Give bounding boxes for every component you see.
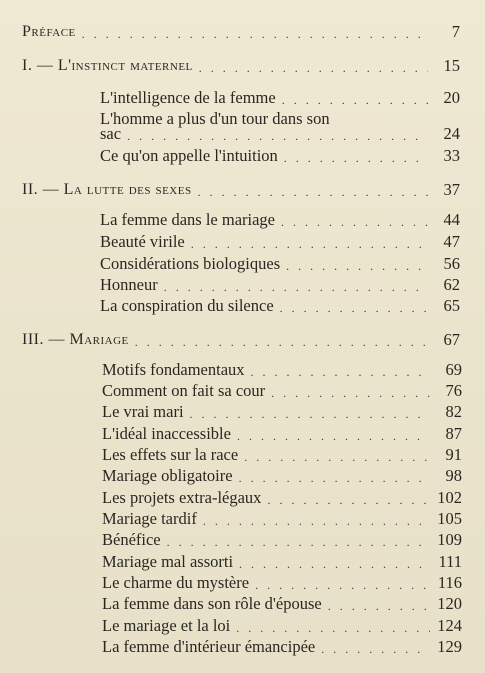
- toc-entry-label: Comment on fait sa cour: [102, 381, 266, 400]
- toc-preface: [22, 22, 460, 42]
- leader-dots: [239, 470, 430, 486]
- toc-entry-page: 102: [437, 488, 462, 507]
- leader-dots: [82, 26, 428, 42]
- toc-entry: [100, 232, 460, 252]
- toc-entry-label: Le vrai mari: [102, 402, 184, 421]
- toc-entry-label: La conspiration du silence: [100, 296, 274, 315]
- toc-entry-label: Considérations biologiques: [100, 254, 281, 273]
- toc-entry-label: Bénéfice: [102, 530, 161, 549]
- leader-dots: [255, 577, 430, 593]
- toc-entry-page: 124: [437, 616, 462, 635]
- leader-dots: [251, 364, 430, 380]
- leader-dots: [203, 513, 430, 529]
- leader-dots: [127, 128, 428, 144]
- toc-part-1-label: I. — L'instinct maternel: [22, 57, 193, 74]
- leader-dots: [267, 492, 430, 508]
- toc-entry: [100, 124, 460, 144]
- toc-entry-page: 65: [443, 296, 460, 315]
- leader-dots: [321, 641, 430, 657]
- toc-entry: [102, 616, 462, 636]
- toc-entry-page: 56: [443, 254, 460, 273]
- leader-dots: [239, 556, 430, 572]
- toc-entry-label: Motifs fondamentaux: [102, 360, 245, 379]
- toc-preface-label: Préface: [22, 23, 76, 40]
- toc-entry: [100, 146, 460, 166]
- toc-entry: [102, 402, 462, 422]
- toc-entry: [102, 488, 462, 508]
- toc-entry: [102, 637, 462, 657]
- toc-entry-label: Le charme du mystère: [102, 573, 250, 592]
- toc-entry: [102, 424, 462, 444]
- toc-entry-label: Beauté virile: [100, 232, 185, 251]
- toc-entry-label: Le mariage et la loi: [102, 616, 231, 635]
- toc-part-3: [22, 330, 460, 350]
- leader-dots: [198, 184, 428, 200]
- toc-part-3-label: III. — Mariage: [22, 331, 129, 348]
- leader-dots: [244, 449, 430, 465]
- toc-entry: [102, 360, 462, 380]
- toc-entry-page: 82: [445, 402, 462, 421]
- toc-entry: [102, 509, 462, 529]
- toc-entry: [100, 275, 460, 295]
- toc-entry-label: La femme d'intérieur émancipée: [102, 637, 316, 656]
- toc-part-1: [22, 56, 460, 76]
- toc-part-1-page: 15: [443, 56, 460, 75]
- toc-entry-page: 105: [437, 509, 462, 528]
- toc-part-2-label: II. — La lutte des sexes: [22, 181, 192, 198]
- toc-entry: [102, 573, 462, 593]
- toc-entry-label: Mariage mal assorti: [102, 552, 234, 571]
- toc-entry-page: 47: [443, 232, 460, 251]
- toc-entry-page: 69: [445, 360, 462, 379]
- toc-entry: [102, 466, 462, 486]
- leader-dots: [236, 620, 430, 636]
- leader-dots: [280, 300, 428, 316]
- toc-entry-page: 111: [438, 552, 462, 571]
- toc-entry-label: Les effets sur la race: [102, 445, 239, 464]
- toc-entry-label-line1: L'homme a plus d'un tour dans son: [100, 109, 330, 128]
- toc-entry: [100, 254, 460, 274]
- toc-part-2-page: 37: [443, 180, 460, 199]
- toc-entry-label-line2: sac: [100, 124, 122, 143]
- toc-entry-page: 20: [443, 88, 460, 107]
- toc-entry: [102, 552, 462, 572]
- toc-entry-page: 109: [437, 530, 462, 549]
- toc-entry-page: 62: [443, 275, 460, 294]
- toc-entry-page: 120: [437, 594, 462, 613]
- toc-entry-page: 91: [445, 445, 462, 464]
- toc-entry-page: 98: [445, 466, 462, 485]
- toc-entry-label: Ce qu'on appelle l'intuition: [100, 146, 278, 165]
- leader-dots: [281, 214, 428, 230]
- toc-entry: [102, 530, 462, 550]
- toc-entry-label: Les projets extra-légaux: [102, 488, 262, 507]
- toc-entry: [100, 210, 460, 230]
- toc-part-2: [22, 180, 460, 200]
- toc-entry-label: L'idéal inaccessible: [102, 424, 231, 443]
- toc-entry-label: La femme dans son rôle d'épouse: [102, 594, 322, 613]
- toc-preface-page: 7: [451, 22, 460, 41]
- toc-entry-label: La femme dans le mariage: [100, 210, 275, 229]
- toc-entry-page: 76: [445, 381, 462, 400]
- toc-entry-label: Mariage obligatoire: [102, 466, 233, 485]
- toc-entry: [100, 296, 460, 316]
- toc-part-3-page: 67: [443, 330, 460, 349]
- toc-entry-label: Mariage tardif: [102, 509, 197, 528]
- leader-dots: [328, 598, 430, 614]
- leader-dots: [271, 385, 430, 401]
- toc-entry: [102, 381, 462, 401]
- leader-dots: [135, 334, 428, 350]
- toc-entry-label: Honneur: [100, 275, 158, 294]
- toc-entry-label: L'intelligence de la femme: [100, 88, 276, 107]
- toc-entry-page: 87: [445, 424, 462, 443]
- leader-dots: [164, 279, 428, 295]
- toc-entry-page: 24: [443, 124, 460, 143]
- toc-entry-page: 44: [443, 210, 460, 229]
- leader-dots: [199, 60, 428, 76]
- toc-entry-page: 33: [443, 146, 460, 165]
- leader-dots: [284, 150, 428, 166]
- toc-entry: [102, 445, 462, 465]
- toc-entry: [100, 88, 460, 108]
- toc-entry-page: 116: [437, 573, 462, 592]
- leader-dots: [190, 406, 430, 422]
- toc-entry: [102, 594, 462, 614]
- leader-dots: [167, 534, 430, 550]
- leader-dots: [286, 258, 428, 274]
- leader-dots: [237, 428, 430, 444]
- leader-dots: [191, 236, 428, 252]
- toc-entry-page: 129: [437, 637, 462, 656]
- leader-dots: [282, 92, 428, 108]
